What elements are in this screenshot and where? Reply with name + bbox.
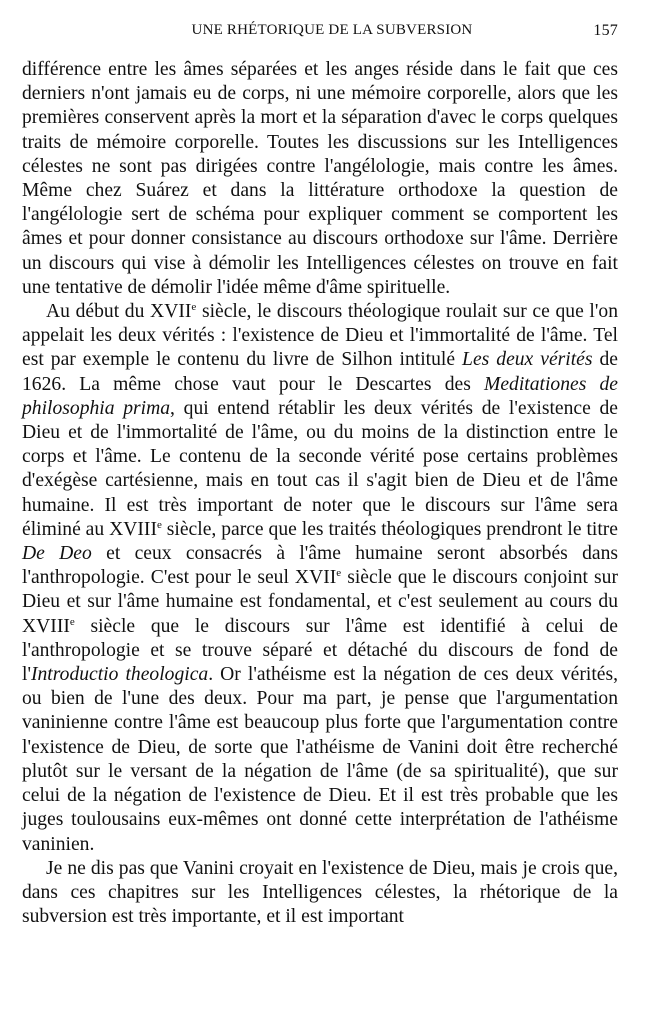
page-number: 157: [593, 22, 618, 39]
superscript: e: [336, 567, 342, 580]
title-introductio-theologica: Introductio theologica: [30, 664, 209, 686]
text-span: siècle que le discours sur l'âme est identifié à celui de l'anthropologie et se trouve séparé et détaché du discours de fond de l': [22, 615, 618, 686]
running-title: UNE RHÉTORIQUE DE LA SUBVERSION: [191, 22, 473, 38]
text-span: , qui entend rétablir les deux vérités de l'existence de Dieu et de l'immortalité de l'âme, ou du moins de la distinction entre le corps et l'âme. Le contenu de la seconde vérité pose certains problèmes d'exégèse cartésienne, mais en tout cas il s'agit bien de Dieu et de l'âme humaine. Il est très important de noter que le discours sur l'âme sera éliminé au XVIII: [22, 397, 618, 540]
body-text: [22, 58, 618, 929]
text-span: Au début du XVII: [46, 301, 192, 323]
superscript: e: [191, 301, 197, 314]
text-span: siècle, parce que les traités théologiques prendront le titre: [161, 518, 618, 540]
book-title-les-deux-verites: Les deux vérités: [462, 349, 593, 371]
paragraph-2: [22, 300, 618, 857]
superscript: e: [69, 615, 75, 628]
text-span: et ceux consacrés à l'âme humaine seront absorbés dans l'anthropologie. C'est pour le seul XVII: [22, 543, 618, 589]
paragraph-3: Je ne dis pas que Vanini croyait en l'existence de Dieu, mais je crois que, dans ces chapitres sur les Intelligences célestes, la rhétorique de la subversion est très importante, et il est important: [22, 857, 618, 928]
book-page: [22, 22, 642, 929]
text-span: siècle que le discours conjoint sur Dieu et sur l'âme humaine est fondamental, et c'est seulement au cours du XVIII: [22, 567, 618, 637]
book-title-meditationes: Meditationes de philosophia prima: [22, 373, 619, 419]
text-span: . Or l'athéisme est la négation de ces deux vérités, ou bien de l'une des deux. Pour ma part, je pense que l'argumentation vaninienne contre l'âme est beaucoup plus forte que l'argumentation contre l'existence de Dieu, de sorte que l'athéisme de Vanini doit être recherché plutôt sur le versant de la négation de l'âme (de sa spiritualité), que sur celui de la négation de l'existence de Dieu. Et il est très probable que les juges toulousains eux-mêmes ont donné cette interprétation de l'athéisme vaninien.: [22, 664, 618, 855]
text-span: siècle, le discours théologique roulait sur ce que l'on appelait les deux vérités : l'existence de Dieu et l'immortalité de l'âme. Tel est par exemple le contenu du livre de Silhon intitulé: [22, 301, 618, 371]
text-span: de 1626. La même chose vaut pour le Descartes des: [22, 349, 618, 395]
superscript: e: [156, 518, 162, 531]
running-head: [22, 22, 642, 44]
paragraph-1: différence entre les âmes séparées et les anges réside dans le fait que ces derniers n'ont jamais eu de corps, ni une mémoire corporelle, alors que les premières conservent après la mort et la séparation d'avec le corps quelques traits de mémoire corporelle. Toutes les discussions sur les Intelligences célestes ne sont pas dirigées contre l'angélologie, mais contre les âmes. Même chez Suárez et dans la littérature orthodoxe la question de l'angélologie sert de schéma pour expliquer comment se comportent les âmes et pour donner consistance au discours orthodoxe sur l'âme. Derrière un discours qui vise à démolir les Intelligences célestes on trouve en fait une tentative de démolir l'idée même d'âme spirituelle.: [22, 59, 618, 298]
title-de-deo: De Deo: [22, 543, 92, 565]
